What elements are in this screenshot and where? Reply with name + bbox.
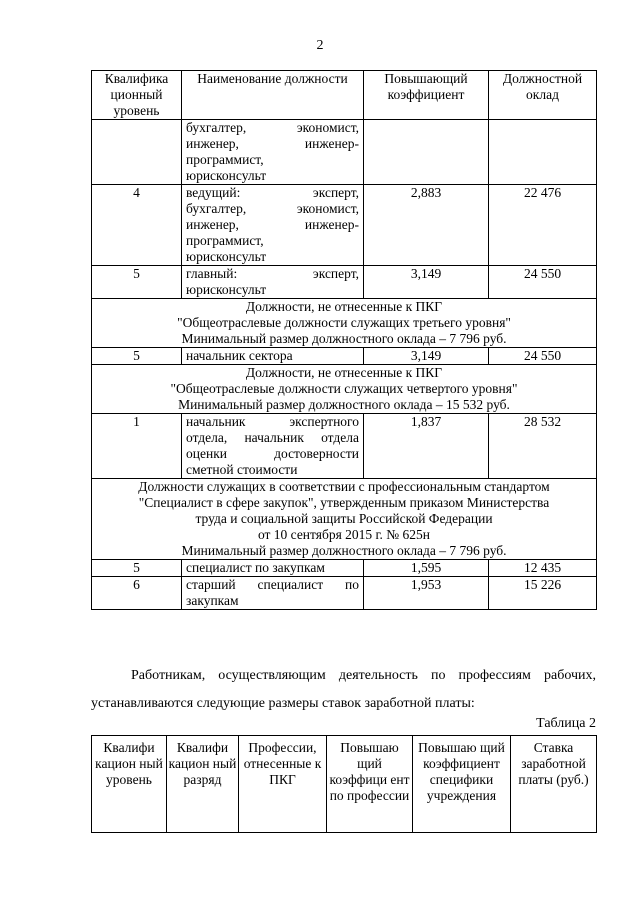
position-line: бухгалтер, экономист, — [186, 120, 359, 135]
cell-coefficient: 2,883 — [364, 185, 489, 266]
cell-coefficient — [364, 120, 489, 185]
position-line: сметной стоимости — [186, 462, 298, 477]
group-header-line: Минимальный размер должностного оклада – 15 532 руб. — [178, 397, 510, 412]
cell-level: 5 — [92, 560, 182, 577]
cell-position — [182, 185, 364, 266]
cell-salary: 15 226 — [489, 577, 597, 610]
header-profession-coefficient: Повышаю щий коэффици ент по профессии — [327, 736, 413, 833]
table-row — [92, 414, 597, 479]
position-line: старший специалист по — [186, 577, 359, 592]
table-row — [92, 185, 597, 266]
cell-salary — [489, 120, 597, 185]
cell-level: 1 — [92, 414, 182, 479]
cell-level: 4 — [92, 185, 182, 266]
group-header-fourth-level — [92, 365, 597, 414]
cell-coefficient: 3,149 — [364, 348, 489, 365]
position-line: ведущий: эксперт, — [186, 185, 359, 200]
cell-coefficient: 3,149 — [364, 266, 489, 299]
group-header-line: от 10 сентября 2015 г. № 625н — [257, 527, 431, 542]
group-header-line: "Специалист в сфере закупок", утвержденным приказом Министерства — [138, 495, 550, 510]
group-header-line: Должности служащих в соответствии с профессиональным стандартом — [138, 479, 550, 494]
cell-salary: 24 550 — [489, 266, 597, 299]
table-row — [92, 577, 597, 610]
group-header-third-level — [92, 299, 597, 348]
group-header-row — [92, 299, 597, 348]
position-line: бухгалтер, экономист, — [186, 201, 359, 216]
cell-salary: 28 532 — [489, 414, 597, 479]
position-line: оценки достоверности — [186, 446, 359, 461]
table-header-row — [92, 71, 597, 120]
table-row — [92, 348, 597, 365]
cell-coefficient: 1,595 — [364, 560, 489, 577]
cell-position: специалист по закупкам — [182, 560, 364, 577]
body-paragraph: Работникам, осуществляющим деятельность по профессиям рабочих, устанавливаются следующие размеры ставок заработной платы: — [91, 668, 596, 711]
group-header-line: Минимальный размер должностного оклада – 7 796 руб. — [181, 543, 507, 558]
position-line: отдела, начальник отдела — [186, 430, 359, 445]
cell-level: 6 — [92, 577, 182, 610]
group-header-line: Минимальный размер должностного оклада – 7 796 руб. — [181, 331, 507, 346]
header-position-name: Наименование должности — [182, 71, 364, 120]
position-line: программист, — [186, 152, 264, 167]
cell-coefficient: 1,953 — [364, 577, 489, 610]
group-header-row — [92, 365, 597, 414]
group-header-line: "Общеотраслевые должности служащих четвертого уровня" — [170, 381, 518, 396]
position-line: закупкам — [186, 593, 239, 608]
header-qualification-level: Квалифи кацион ный уровень — [92, 736, 167, 833]
position-line: инженер, инженер- — [186, 136, 359, 151]
salary-table — [91, 70, 597, 610]
header-professions: Профессии, отнесенные к ПКГ — [239, 736, 327, 833]
group-header-line: Должности, не отнесенные к ПКГ — [245, 299, 443, 314]
table-caption: Таблица 2 — [536, 716, 596, 731]
wage-rates-table — [91, 735, 597, 833]
header-qualification-level: Квалифика ционный уровень — [92, 71, 182, 120]
cell-salary: 24 550 — [489, 348, 597, 365]
cell-level: 5 — [92, 266, 182, 299]
position-line: юрисконсульт — [186, 249, 267, 264]
table-row — [92, 120, 597, 185]
position-line: главный: эксперт, — [186, 266, 359, 281]
page-number: 2 — [316, 38, 324, 53]
cell-level — [92, 120, 182, 185]
table-row — [92, 560, 597, 577]
group-header-procurement-specialist — [92, 479, 597, 560]
header-wage-rate: Ставка заработной платы (руб.) — [511, 736, 597, 833]
header-coefficient: Повышающий коэффициент — [364, 71, 489, 120]
cell-salary: 12 435 — [489, 560, 597, 577]
cell-level: 5 — [92, 348, 182, 365]
group-header-line: труда и социальной защиты Российской Федерации — [195, 511, 493, 526]
table-row — [92, 266, 597, 299]
table-header-row — [92, 736, 597, 833]
cell-position — [182, 414, 364, 479]
cell-position: начальник сектора — [182, 348, 364, 365]
position-line: юрисконсульт — [186, 168, 267, 183]
header-salary: Должностной оклад — [489, 71, 597, 120]
cell-position — [182, 577, 364, 610]
header-institution-coefficient: Повышаю щий коэффициент специфики учреждения — [413, 736, 511, 833]
position-line: программист, — [186, 233, 264, 248]
group-header-line: Должности, не отнесенные к ПКГ — [245, 365, 443, 380]
cell-position — [182, 120, 364, 185]
cell-coefficient: 1,837 — [364, 414, 489, 479]
cell-position — [182, 266, 364, 299]
position-line: инженер, инженер- — [186, 217, 359, 232]
position-line: начальник экспертного — [186, 414, 359, 429]
group-header-row — [92, 479, 597, 560]
cell-salary: 22 476 — [489, 185, 597, 266]
position-line: юрисконсульт — [186, 282, 267, 297]
group-header-line: "Общеотраслевые должности служащих третьего уровня" — [177, 315, 511, 330]
header-qualification-grade: Квалифи кацион ный разряд — [167, 736, 239, 833]
